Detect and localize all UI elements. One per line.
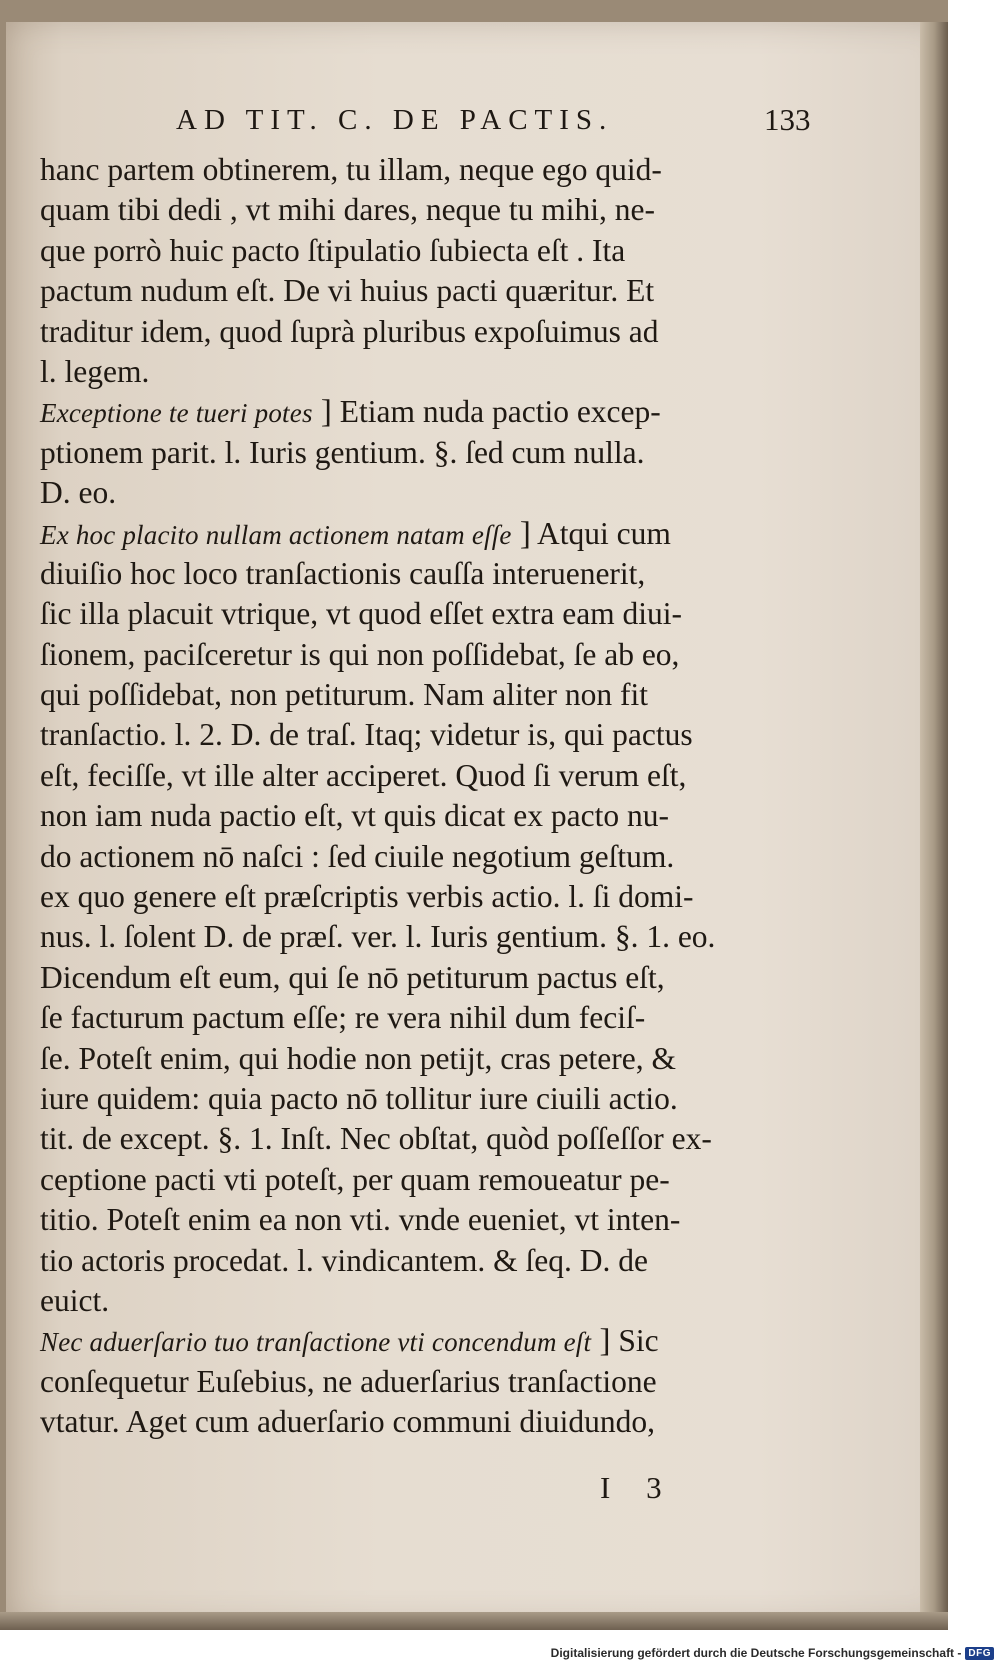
line-text: tranſactio. l. 2. D. de traſ. Itaq; videtur is, qui pactus xyxy=(40,717,693,753)
body-text xyxy=(40,150,810,1443)
line-text: hanc partem obtinerem, tu illam, neque ego quid- xyxy=(40,152,662,187)
line-text: Etiam nuda pactio excep- xyxy=(331,394,661,430)
line-text: tio actoris procedat. l. vindicantem. & ſeq. D. de xyxy=(40,1242,648,1278)
line-text: Sic xyxy=(610,1323,659,1359)
line-text: ſe facturum pactum eſſe; re vera nihil dum feciſ- xyxy=(40,1000,646,1036)
credit-text: Digitalisierung gefördert durch die Deutsche Forschungsgemeinschaft - xyxy=(550,1646,962,1660)
line-text: ſic illa placuit vtrique, vt quod eſſet extra eam diui- xyxy=(40,596,683,632)
line-text: euict. xyxy=(40,1282,110,1318)
line-text: tit. de except. §. 1. Inſt. Nec obſtat, quòd poſſeſſor ex- xyxy=(40,1121,712,1157)
line-text: diuiſio hoc loco tranſactionis cauſſa interuenerit, xyxy=(40,555,646,591)
line-text: ceptione pacti vti poteſt, per quam remoueatur pe- xyxy=(40,1161,670,1197)
text-line xyxy=(40,756,810,796)
text-line xyxy=(40,150,810,190)
text-line xyxy=(40,1039,810,1079)
lemma-bracket: ] xyxy=(591,1323,611,1360)
catchword: I 3 xyxy=(600,1470,676,1505)
lemma-bracket: ] xyxy=(511,515,531,552)
text-line xyxy=(40,877,810,917)
page-edge-bottom xyxy=(0,1612,948,1630)
text-line xyxy=(40,271,810,311)
line-text: l. legem. xyxy=(40,353,150,389)
digitization-credit xyxy=(551,1642,994,1664)
text-line xyxy=(40,998,810,1038)
line-text: non iam nuda pactio eſt, vt quis dicat ex pacto nu- xyxy=(40,798,669,834)
line-text: quam tibi dedi , vt mihi dares, neque tu mihi, ne- xyxy=(40,192,656,228)
text-line xyxy=(40,1160,810,1200)
text-line xyxy=(40,312,810,352)
text-line xyxy=(40,917,810,957)
text-line xyxy=(40,796,810,836)
line-text: que porrò huic pacto ſtipulatio ſubiecta eſt . Ita xyxy=(40,232,626,268)
text-line xyxy=(40,1119,810,1159)
running-head xyxy=(0,104,940,144)
line-text: D. eo. xyxy=(40,475,117,511)
text-line xyxy=(40,715,810,755)
lemma: Nec aduerſario tuo tranſactione vti concendum eſt xyxy=(40,1327,592,1358)
line-text: pactum nudum eſt. De vi huius pacti quæritur. Et xyxy=(40,273,655,309)
page-edge-right xyxy=(920,22,948,1622)
text-line xyxy=(40,1402,810,1442)
line-text: ptionem parit. l. Iuris gentium. §. ſed cum nulla. xyxy=(40,434,645,470)
running-title: AD TIT. C. DE PACTIS. xyxy=(176,104,614,136)
lemma: Exceptione te tueri potes xyxy=(40,398,313,429)
line-text: vtatur. Aget cum aduerſario communi diuidundo, xyxy=(40,1404,656,1440)
text-line xyxy=(40,958,810,998)
lemma: Ex hoc placito nullam actionem natam eſſe xyxy=(40,519,512,550)
line-text: ſionem, paciſceretur is qui non poſſidebat, ſe ab eo, xyxy=(40,636,680,672)
page-number: 133 xyxy=(764,102,811,137)
text-line xyxy=(40,1362,810,1402)
line-text: nus. l. ſolent D. de præſ. ver. l. Iuris gentium. §. 1. eo. xyxy=(40,919,716,955)
lemma-line xyxy=(40,1321,810,1361)
line-text: ex quo genere eſt præſcriptis verbis actio. l. ſi domi- xyxy=(40,879,694,915)
lemma-bracket: ] xyxy=(312,394,332,431)
text-line xyxy=(40,231,810,271)
line-text: do actionem nō naſci : ſed ciuile negotium geſtum. xyxy=(40,838,675,874)
text-line xyxy=(40,190,810,230)
text-line xyxy=(40,635,810,675)
text-line xyxy=(40,1200,810,1240)
lemma-line xyxy=(40,392,810,432)
text-line xyxy=(40,554,810,594)
text-line xyxy=(40,1079,810,1119)
text-line xyxy=(40,837,810,877)
text-line xyxy=(40,675,810,715)
text-line xyxy=(40,473,810,513)
line-text: traditur idem, quod ſuprà pluribus expoſuimus ad xyxy=(40,313,659,349)
line-text: conſequetur Euſebius, ne aduerſarius tranſactione xyxy=(40,1363,657,1399)
line-text: iure quidem: quia pacto nō tollitur iure ciuili actio. xyxy=(40,1080,678,1116)
lemma-line xyxy=(40,514,810,554)
text-line xyxy=(40,433,810,473)
line-text: Atqui cum xyxy=(530,515,671,551)
dfg-logo: DFG xyxy=(965,1647,994,1660)
line-text: Dicendum eſt eum, qui ſe nō petiturum pactus eſt, xyxy=(40,959,665,995)
line-text: ſe. Poteſt enim, qui hodie non petijt, cras petere, & xyxy=(40,1040,676,1076)
text-line xyxy=(40,1241,810,1281)
text-line xyxy=(40,352,810,392)
line-text: titio. Poteſt enim ea non vti. vnde eueniet, vt inten- xyxy=(40,1202,681,1238)
text-line xyxy=(40,594,810,634)
line-text: qui poſſidebat, non petiturum. Nam aliter non fit xyxy=(40,677,649,713)
line-text: eſt, feciſſe, vt ille alter acciperet. Quod ſi verum eſt, xyxy=(40,757,687,793)
text-line xyxy=(40,1281,810,1321)
